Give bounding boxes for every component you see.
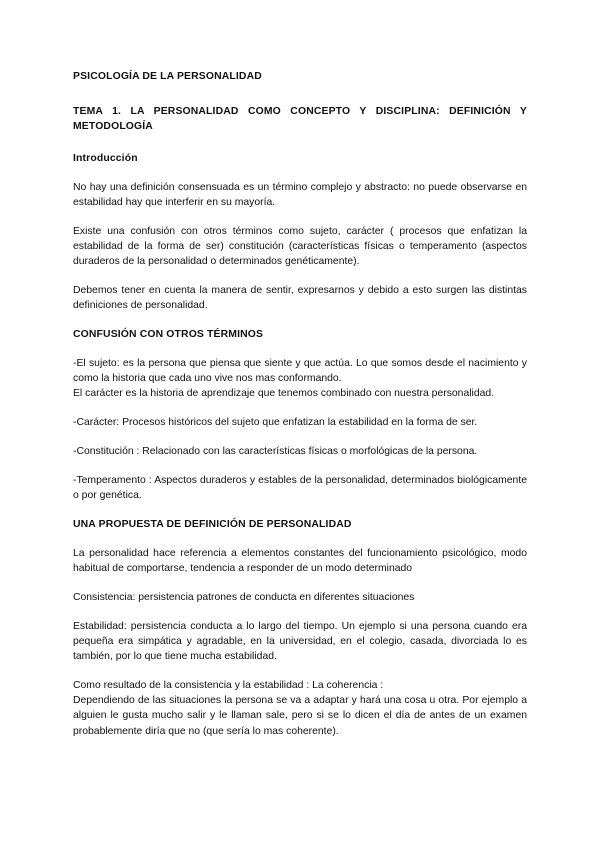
- paragraph: Existe una confusión con otros términos como sujeto, carácter ( procesos que enfatizan la estabilidad de la forma de ser) constitución (características físicas o temperamento (aspectos duraderos de la personalidad o determinados genéticamente).: [73, 226, 527, 268]
- paragraph: -Constitución : Relacionado con las características físicas o morfológicas de la persona.: [73, 446, 478, 457]
- paragraph: Consistencia: persistencia patrones de conducta en diferentes situaciones: [73, 592, 415, 603]
- paragraph: Estabilidad: persistencia conducta a lo largo del tiempo. Un ejemplo si una persona cuando era pequeña era simpática y agradable, en la universidad, en el colegio, casada, divorciada lo es también, por lo que tiene mucha estabilidad.: [73, 621, 527, 663]
- paragraph: -Carácter: Procesos históricos del sujeto que enfatizan la estabilidad en la forma de ser.: [73, 417, 478, 428]
- section-heading-confusion: CONFUSIÓN CON OTROS TÉRMINOS: [73, 329, 264, 340]
- document-title: PSICOLOGÍA DE LA PERSONALIDAD: [73, 71, 262, 82]
- section-heading-introduccion: Introducción: [73, 153, 138, 164]
- paragraph: Como resultado de la consistencia y la estabilidad : La coherencia :: [73, 680, 384, 691]
- paragraph-group: [73, 678, 527, 739]
- paragraph: No hay una definición consensuada es un término complejo y abstracto: no puede observarse en estabilidad hay que interferir en su mayoría.: [73, 182, 527, 209]
- paragraph: Dependiendo de las situaciones la persona se va a adaptar y hará una cosa u otra. Por ejemplo a alguien le gusta mucho salir y le llaman sale, pero si se lo dicen el día de antes de un examen probablemente diría que no (que sería lo mas coherente).: [73, 695, 527, 737]
- tema-heading: TEMA 1. LA PERSONALIDAD COMO CONCEPTO Y DISCIPLINA: DEFINICIÓN Y METODOLOGÍA: [73, 106, 527, 133]
- paragraph: -Temperamento : Aspectos duraderos y estables de la personalidad, determinados biológicamente o por genética.: [73, 475, 527, 502]
- paragraph: -El sujeto: es la persona que piensa que siente y que actúa. Lo que somos desde el nacimiento y como la historia que cada uno vive nos mas conformando.: [73, 358, 527, 385]
- paragraph-group: [73, 356, 527, 402]
- section-heading-propuesta: UNA PROPUESTA DE DEFINICIÓN DE PERSONALIDAD: [73, 519, 352, 530]
- paragraph: La personalidad hace referencia a elementos constantes del funcionamiento psicológico, modo habitual de comportarse, tendencia a responder de un modo determinado: [73, 548, 527, 575]
- paragraph: Debemos tener en cuenta la manera de sentir, expresarnos y debido a esto surgen las distintas definiciones de personalidad.: [73, 285, 527, 312]
- paragraph: El carácter es la historia de aprendizaje que tenemos combinado con nuestra personalidad.: [73, 388, 495, 400]
